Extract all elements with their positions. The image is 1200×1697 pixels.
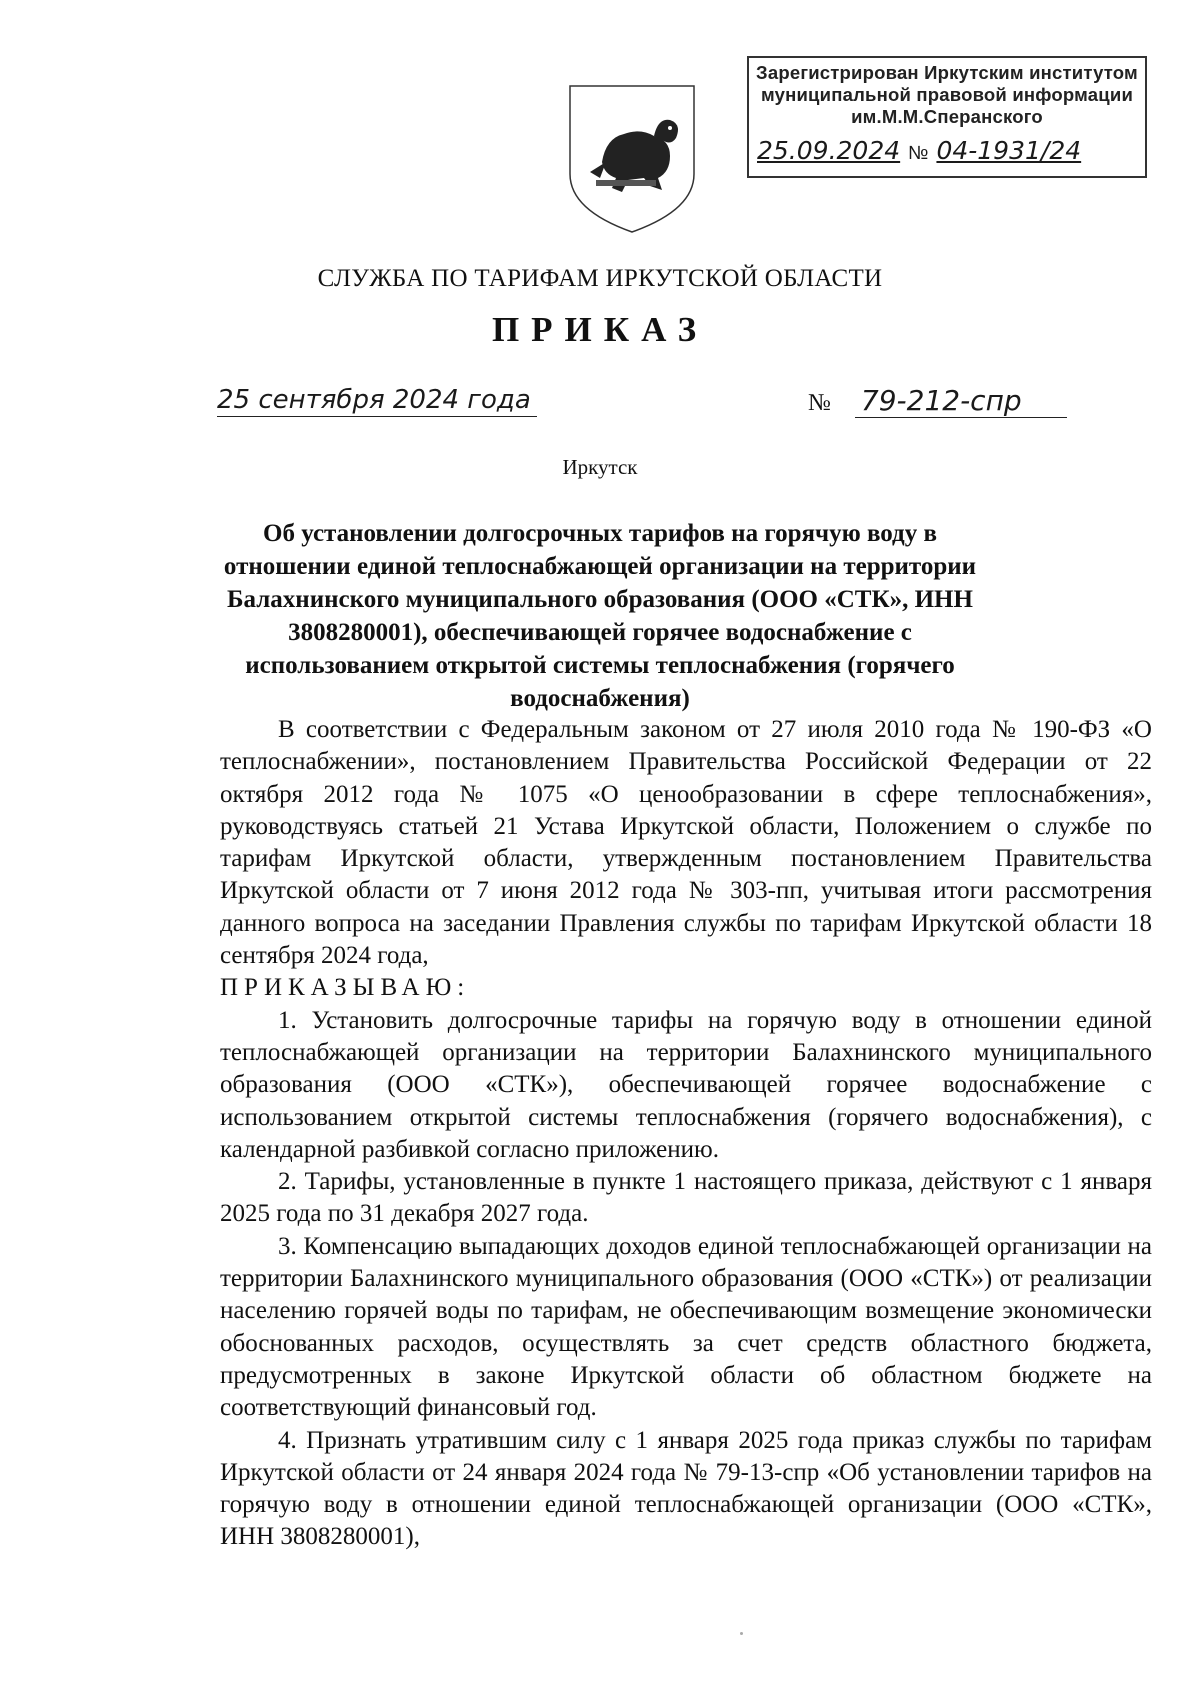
stamp-registration-row — [749, 136, 1145, 165]
organization-name: СЛУЖБА ПО ТАРИФАМ ИРКУТСКОЙ ОБЛАСТИ — [317, 265, 883, 292]
stamp-line-1: Зарегистрирован Иркутским институтом — [756, 62, 1138, 83]
stamp-line-2: муниципальной правовой информации — [760, 84, 1134, 105]
order-number-handwritten: 79-212-спр — [855, 384, 1067, 418]
item-paragraph-1: 1. Установить долгосрочные тарифы на горячую воду в отношении единой теплоснабжающей организации на территории Балахнинского муниципального образования (ООО «СТК»), обеспечивающей горячее водоснабжение с использованием открытой системы теплоснабжения (горячего водоснабжения), с календарной разбивкой согласно приложению. — [220, 1006, 1152, 1163]
stamp-line-3: им.М.М.Сперанского — [851, 106, 1043, 127]
order-number-row — [808, 384, 1067, 418]
order-number-label: № — [808, 390, 831, 416]
item-paragraph-2: 2. Тарифы, установленные в пункте 1 настоящего приказа, действуют с 1 января 2025 года по 31 декабря 2027 года. — [220, 1168, 1152, 1228]
document-type-heading: ПРИКАЗ — [491, 310, 709, 349]
coat-of-arms-emblem — [566, 82, 698, 234]
stamp-reg-date: 25.09.2024 — [757, 136, 901, 165]
document-title: Об установлении долгосрочных тарифов на горячую воду в отношении единой теплоснабжающей организации на территории Балахнинского муниципального образования (ООО «СТК», ИНН 3808280001), обеспечивающей горячее водоснабжение с использованием открытой системы теплоснабжения (горячего водоснабжения) — [223, 520, 977, 712]
item-paragraph-3: 3. Компенсацию выпадающих доходов единой теплоснабжающей организации на территории Балахнинского муниципального образования (ООО «СТК») от реализации населению горячей воды по тарифам, не обеспечивающим возмещение экономически обоснованных расходов, осуществлять за счет средств областного бюджета, предусмотренных в законе Иркутской области об областном бюджете на соответствующий финансовый год. — [220, 1232, 1152, 1422]
order-word: ПРИКАЗЫВАЮ: — [220, 974, 471, 1002]
preamble-paragraph: В соответствии с Федеральным законом от 27 июля 2010 года № 190-ФЗ «О теплоснабжении», постановлением Правительства Российской Федерации от 22 октября 2012 года № 1075 «О ценообразовании в сфере теплоснабжения», руководствуясь статьей 21 Устава Иркутской области, Положением о службе по тарифам Иркутской области, утвержденным постановлением Правительства Иркутской области от 7 июня 2012 года № 303-пп, учитывая итоги рассмотрения данного вопроса на заседании Правления службы по тарифам Иркутской области 18 сентября 2024 года, — [220, 716, 1152, 970]
order-date-handwritten: 25 сентября 2024 года — [217, 384, 537, 417]
registration-stamp — [747, 56, 1147, 178]
stamp-reg-no: 04-1931/24 — [936, 136, 1082, 165]
stamp-reg-no-label: № — [908, 143, 929, 164]
city: Иркутск — [562, 455, 638, 479]
scan-speck — [740, 1632, 743, 1635]
item-paragraph-4: 4. Признать утратившим силу с 1 января 2025 года приказ службы по тарифам Иркутской области от 24 января 2024 года № 79-13-спр «Об установлении тарифов на горячую воду в отношении единой теплоснабжающей организации (ООО «СТК», ИНН 3808280001), — [220, 1426, 1152, 1551]
document-body — [220, 714, 1152, 1554]
